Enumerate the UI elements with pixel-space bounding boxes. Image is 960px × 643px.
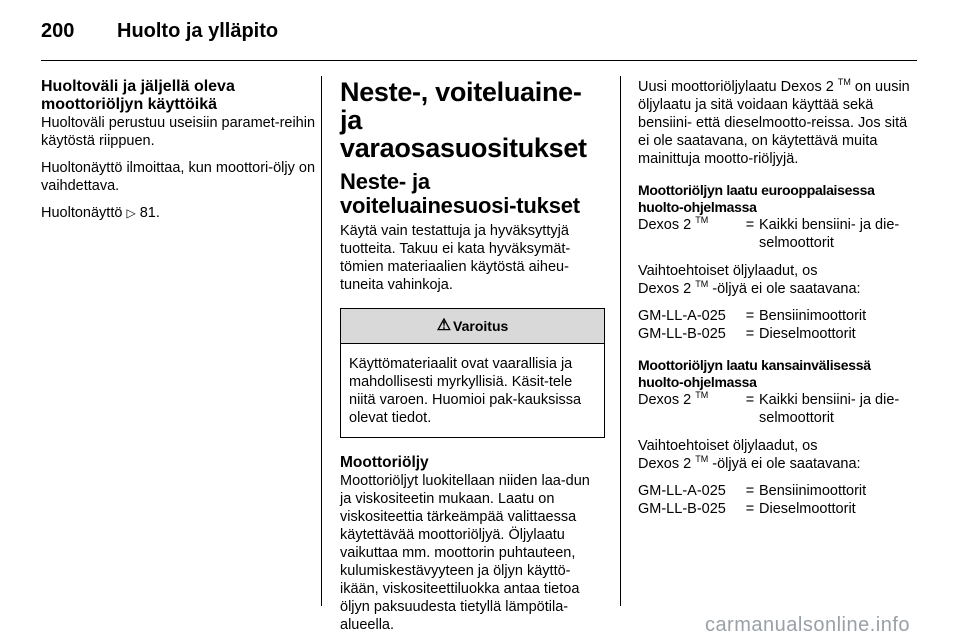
column-2: [340, 78, 605, 643]
alternative-oils-text: Vaihtoehtoiset öljylaadut, os: [638, 263, 818, 279]
warning-header: [341, 309, 604, 344]
section-heading: Neste-, voiteluaine- ja varaosasuositukset: [340, 77, 587, 163]
fluids-intro: Käytä vain testattuja ja hyväksyttyjä tuotteita. Takuu ei kata hyväksymät-tömien materiaalien käytöstä aiheu-tuneita vahinkoja.: [340, 223, 571, 293]
service-interval-heading: Huoltoväli ja jäljellä oleva moottoriöljyn käyttöikä: [41, 78, 235, 113]
column-3: [638, 78, 910, 518]
dexos-row: Dexos 2 ™ = Kaikki bensiini- ja die-selmoottorit: [638, 215, 900, 251]
column-divider-1: [321, 76, 322, 606]
watermark: carmanualsonline.info: [704, 614, 910, 636]
dexos-intro: Uusi moottoriöljylaatu Dexos 2 ™ on uusin öljylaatu ja sitä voidaan käyttää sekä bensiini- että dieselmootto-reissa. Jos sitä ei ole saatavana, on käytettävä muita mainittuja mootto-riöljyjä.: [638, 77, 910, 167]
european-program-heading: Moottoriöljyn laatu eurooppalaisessa huolto-ohjelmassa: [638, 182, 875, 215]
oil-row: GM-LL-B-025 = Dieselmoottorit: [638, 326, 856, 342]
european-program-section: [638, 182, 910, 343]
dexos-row: Dexos 2 ™ = Kaikki bensiini- ja die-selmoottorit: [638, 390, 900, 426]
service-interval-text-1: Huoltoväli perustuu useisiin paramet-reihin käytöstä riippuen.: [41, 115, 316, 149]
column-1: [41, 78, 316, 231]
column-divider-2: [620, 76, 621, 606]
international-program-section: [638, 357, 910, 518]
service-display-ref: [41, 204, 316, 222]
service-display-label: Huoltonäyttö: [41, 205, 127, 221]
alternative-oils-text: Vaihtoehtoiset öljylaadut, os: [638, 438, 818, 454]
page-ref-icon: ▷: [126, 206, 136, 220]
service-interval-text-2: Huoltonäyttö ilmoittaa, kun moottori-öljy on vaihdettava.: [41, 160, 316, 194]
warning-body: Käyttömateriaalit ovat vaarallisia ja mahdollisesti myrkyllisiä. Käsit-tele niitä varoen. Huomioi pak-kauksissa olevat tiedot.: [349, 356, 582, 426]
engine-oil-text: Moottoriöljyt luokitellaan niiden laa-dun ja viskositeetin mukaan. Laatu on viskositeettia tärkeämpää valittaessa käytettävää moottoriöljyä. Öljylaatu vaikuttaa mm. moottorin puhtauteen, kulumiskestävyyteen ja öljyn käyttö-ikään, viskositeettiluokka antaa tietoa öljyn paksuudesta tietyllä lämpötila-alueella.: [340, 473, 590, 633]
header-rule: [41, 60, 917, 61]
alternative-oils-text-2: Dexos 2 ™ -öljyä ei ole saatavana:: [638, 454, 861, 472]
page-number: 200: [41, 20, 75, 42]
oil-row: GM-LL-A-025 = Bensiinimoottorit: [638, 483, 867, 499]
oil-row: GM-LL-B-025 = Dieselmoottorit: [638, 501, 856, 517]
alternative-oils-text-2: Dexos 2 ™ -öljyä ei ole saatavana:: [638, 279, 861, 297]
engine-oil-heading: Moottoriöljy: [340, 454, 429, 471]
warning-triangle-icon: ⚠: [436, 317, 452, 334]
international-program-heading: Moottoriöljyn laatu kansainvälisessä huolto-ohjelmassa: [638, 357, 871, 390]
page-ref-link[interactable]: 81.: [139, 205, 160, 221]
oil-row: GM-LL-A-025 = Bensiinimoottorit: [638, 308, 867, 324]
trademark: TM: [837, 77, 851, 88]
warning-box: [340, 308, 605, 438]
page-title: Huolto ja ylläpito: [117, 20, 279, 42]
page-header: [41, 20, 278, 43]
subsection-heading: Neste- ja voiteluainesuosi-tukset: [340, 169, 580, 218]
warning-title: Varoitus: [453, 318, 509, 334]
